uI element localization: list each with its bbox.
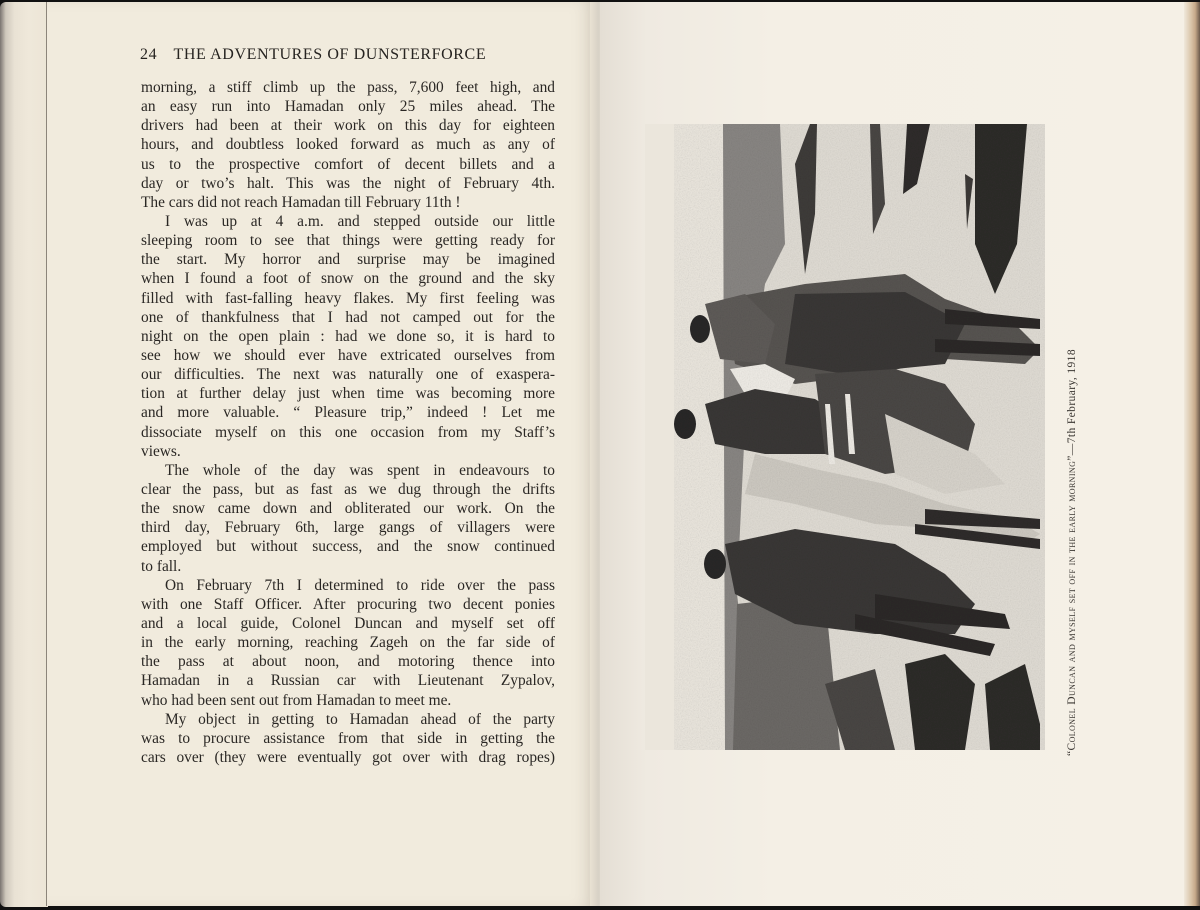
caption-date: —7th February, 1918 xyxy=(1066,349,1078,456)
page-number: 24 xyxy=(140,46,158,63)
text-line: the start. My horror and surprise may be imagined xyxy=(141,251,555,269)
caption-quote-close: ” xyxy=(1066,455,1078,461)
text-line: views. xyxy=(141,442,181,460)
text-line: My object in getting to Hamadan ahead of the party xyxy=(165,710,555,728)
text-line: the pass at about noon, and motoring thence into xyxy=(141,653,555,671)
book-title: THE ADVENTURES OF DUNSTERFORCE xyxy=(173,46,487,63)
text-line: us to the prospective comfort of decent billets and a xyxy=(141,155,555,173)
text-line: our difficulties. The next was naturally one of exaspera- xyxy=(141,366,555,384)
text-line: cars over (they were eventually got over with drag ropes) xyxy=(141,748,555,766)
text-line: when I found a foot of snow on the ground and the sky xyxy=(141,270,555,288)
photo-caption xyxy=(1066,349,1078,756)
text-line: drivers had been at their work on this day for eighteen xyxy=(141,117,555,135)
text-line: night on the open plain : had we done so, it is hard to xyxy=(141,327,555,345)
text-line: with one Staff Officer. After procuring two decent ponies xyxy=(141,595,555,613)
right-page-stack-edge xyxy=(1184,2,1200,906)
text-line: and a local guide, Colonel Duncan and myself set off xyxy=(141,614,555,632)
body-text xyxy=(141,78,555,767)
running-head xyxy=(140,46,560,64)
text-line: Hamadan in a Russian car with Lieutenant Zypalov, xyxy=(141,672,555,690)
caption-main: Colonel Duncan and myself set off in the early morning xyxy=(1066,460,1078,751)
left-page-stack-edge xyxy=(0,2,48,907)
text-line: I was up at 4 a.m. and stepped outside our little xyxy=(165,212,555,230)
text-line: morning, a stiff climb up the pass, 7,600 feet high, and xyxy=(141,79,555,96)
text-line: the snow came down and obliterated our work. On the xyxy=(141,500,555,518)
text-line: filled with fast-falling heavy flakes. My first feeling was xyxy=(141,289,555,307)
text-line: in the early morning, reaching Zageh on the far side of xyxy=(141,634,555,652)
text-line: The whole of the day was spent in endeavours to xyxy=(165,461,555,479)
text-line: see how we should ever have extricated ourselves from xyxy=(141,346,555,364)
photo-image xyxy=(645,124,1045,750)
caption-quote-open: “ xyxy=(1066,750,1078,756)
text-line: an easy run into Hamadan only 25 miles ahead. The xyxy=(141,98,555,116)
text-line: third day, February 6th, large gangs of villagers were xyxy=(141,519,555,537)
text-line: hours, and doubtless looked forward as much as any of xyxy=(141,136,555,154)
text-line: clear the pass, but as fast as we dug through the drifts xyxy=(141,480,555,498)
text-line: dissociate myself on this one occasion from my Staff’s xyxy=(141,423,555,441)
text-line: was to procure assistance from that side in getting the xyxy=(141,729,555,747)
text-line: day or two’s halt. This was the night of February 4th. xyxy=(141,174,555,192)
text-line: On February 7th I determined to ride over the pass xyxy=(165,576,555,594)
text-line: to fall. xyxy=(141,557,182,575)
text-line: tion at further delay just when time was becoming more xyxy=(141,385,555,403)
text-line: employed but without success, and the snow continued xyxy=(141,538,555,556)
text-line: sleeping room to see that things were getting ready for xyxy=(141,232,555,250)
text-line: The cars did not reach Hamadan till February 11th ! xyxy=(141,193,461,211)
text-line: one of thankfulness that I had not camped out for the xyxy=(141,308,555,326)
photo-plate xyxy=(645,124,1045,750)
text-line: and more valuable. “ Pleasure trip,” indeed ! Let me xyxy=(141,404,555,422)
text-line: who had been sent out from Hamadan to meet me. xyxy=(141,691,452,709)
